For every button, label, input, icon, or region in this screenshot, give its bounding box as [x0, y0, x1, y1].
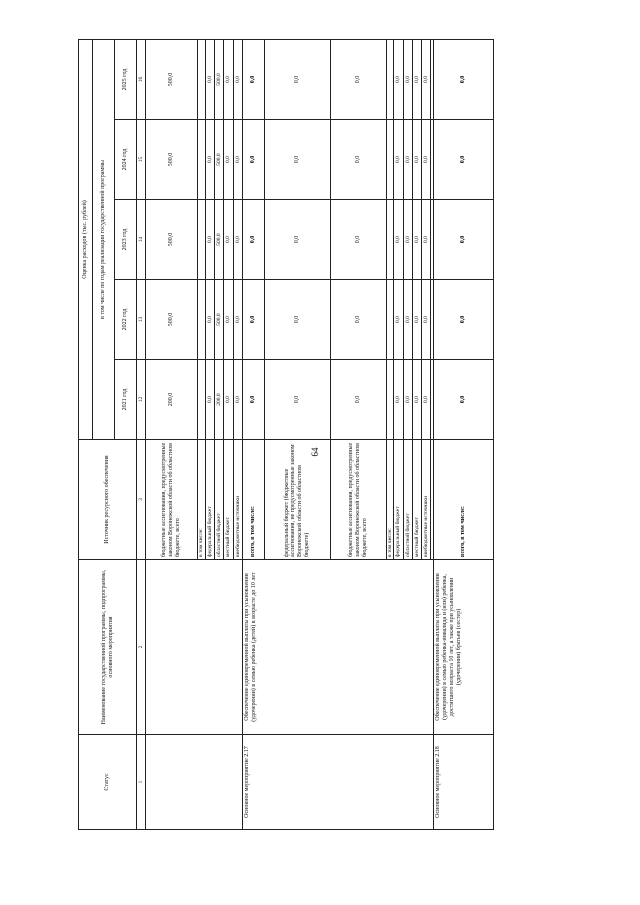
value-cell: 0,0 [205, 120, 214, 200]
value-cell: 0,0 [403, 39, 412, 119]
value-cell: 0,0 [264, 200, 330, 280]
value-cell: 0,0 [242, 120, 264, 200]
col-number: 1 [137, 735, 146, 830]
value-cell: 0,0 [224, 120, 233, 200]
value-cell: 0,0 [224, 200, 233, 280]
value-cell: 0,0 [403, 200, 412, 280]
value-cell: 500,0 [214, 200, 223, 280]
value-cell: 0,0 [412, 120, 421, 200]
value-cell: 0,0 [434, 200, 494, 280]
value-cell: 500,0 [214, 280, 223, 360]
value-cell: 0,0 [330, 200, 386, 280]
value-cell: 500,0 [214, 120, 223, 200]
activity-name-cell: Обеспечение единовременной выплаты при усыновлении (удочерении) в семью ребенка (детей) в возрасте до 10 лет [242, 560, 434, 735]
value-cell: 0,0 [233, 120, 242, 200]
activity-name-cell: Обеспечение единовременной выплаты при усыновлении (удочерении) в семью ребенка-инвалида и (или) ребенка, достигшего возраста 10 лет, а также при усыновлении (удочерении) братьев (сестер) [434, 560, 494, 735]
value-cell: 0,0 [205, 360, 214, 440]
col-number: 2 [137, 560, 146, 735]
col-number: 12 [137, 360, 146, 440]
value-cell: 0,0 [205, 200, 214, 280]
value-cell: 0,0 [264, 360, 330, 440]
value-cell: 0,0 [422, 120, 431, 200]
source-cell: федеральный бюджет [394, 440, 403, 560]
value-cell: 0,0 [412, 280, 421, 360]
source-cell: федеральный бюджет (бюджетные ассигнования, не предусмотренные законом Воронежской области об областном бюджете) [264, 440, 330, 560]
col-number: 13 [137, 280, 146, 360]
value-cell: 0,0 [330, 280, 386, 360]
value-cell: 0,0 [394, 360, 403, 440]
value-cell: 0,0 [242, 39, 264, 119]
source-cell: всего, в том числе: [242, 440, 264, 560]
value-cell: 0,0 [422, 360, 431, 440]
value-cell: 0,0 [403, 280, 412, 360]
value-cell: 0,0 [434, 360, 494, 440]
value-cell: 0,0 [330, 39, 386, 119]
budget-table [78, 39, 494, 830]
value-cell: 0,0 [412, 39, 421, 119]
value-cell: 0,0 [264, 120, 330, 200]
source-cell: областной бюджет [214, 440, 223, 560]
value-cell: 0,0 [242, 360, 264, 440]
source-cell: в том числе: [198, 440, 205, 560]
value-cell: 0,0 [233, 39, 242, 119]
value-cell: 0,0 [394, 280, 403, 360]
value-cell: 0,0 [422, 39, 431, 119]
value-cell: 0,0 [330, 120, 386, 200]
col-number: 14 [137, 200, 146, 280]
header-year: 2022 год [115, 280, 137, 360]
value-cell: 0,0 [233, 200, 242, 280]
name-cell-empty [146, 560, 243, 735]
value-cell: 500,0 [146, 120, 198, 200]
value-cell: 0,0 [403, 120, 412, 200]
value-cell: 500,0 [146, 200, 198, 280]
value-cell: 200,0 [214, 360, 223, 440]
header-by-year: в том числе по годам реализации государственной программы [93, 39, 115, 439]
value-cell: 0,0 [224, 360, 233, 440]
header-year: 2021 год [115, 360, 137, 440]
source-cell: бюджетные ассигнования, предусмотренные законом Воронежской области об областном бюджете, всего [330, 440, 386, 560]
source-cell: внебюджетные источники [422, 440, 431, 560]
value-cell: 0,0 [264, 39, 330, 119]
status-cell: Основное мероприятие 2.18 [434, 735, 494, 830]
value-cell: 0,0 [224, 39, 233, 119]
value-cell: 0,0 [242, 280, 264, 360]
value-cell: 200,0 [146, 360, 198, 440]
value-cell: 0,0 [422, 200, 431, 280]
header-source: Источник ресурсного обеспечения [79, 440, 137, 560]
source-cell: местный бюджет [412, 440, 421, 560]
value-cell: 0,0 [224, 280, 233, 360]
header-year: 2024 год [115, 120, 137, 200]
status-cell-empty [146, 735, 243, 830]
value-cell: 0,0 [434, 280, 494, 360]
value-cell: 0,0 [233, 280, 242, 360]
source-cell: федеральный бюджет [205, 440, 214, 560]
value-cell: 0,0 [264, 280, 330, 360]
value-cell: 0,0 [205, 280, 214, 360]
value-cell: 0,0 [242, 200, 264, 280]
value-cell: 0,0 [412, 360, 421, 440]
source-cell: всего, в том числе: [434, 440, 494, 560]
header-name: Наименование государственной программы, подпрограммы, основного мероприятия [79, 560, 137, 735]
header-year: 2025 год [115, 39, 137, 119]
source-cell: местный бюджет [224, 440, 233, 560]
value-cell: 0,0 [412, 200, 421, 280]
value-cell: 0,0 [394, 200, 403, 280]
value-cell: 0,0 [403, 360, 412, 440]
source-cell: областной бюджет [403, 440, 412, 560]
value-cell: 500,0 [146, 39, 198, 119]
status-cell: Основное мероприятие 2.17 [242, 735, 434, 830]
value-cell: 0,0 [233, 360, 242, 440]
value-cell: 0,0 [205, 39, 214, 119]
value-cell: 0,0 [394, 120, 403, 200]
col-number: 3 [137, 440, 146, 560]
value-cell: 0,0 [330, 360, 386, 440]
col-number: 15 [137, 120, 146, 200]
value-cell: 0,0 [422, 280, 431, 360]
value-cell: 0,0 [434, 39, 494, 119]
source-cell: внебюджетные источники [233, 440, 242, 560]
value-cell: 0,0 [394, 39, 403, 119]
source-cell: бюджетные ассигнования, предусмотренные законом Воронежской области об областном бюджете, всего [146, 440, 198, 560]
source-cell: в том числе: [386, 440, 393, 560]
table-sheet [78, 40, 582, 830]
value-cell: 500,0 [146, 280, 198, 360]
header-status: Статус [79, 735, 137, 830]
header-estimate: Оценка расходов (тыс. рублей) [79, 39, 93, 439]
value-cell: 500,0 [214, 39, 223, 119]
header-year: 2023 год [115, 200, 137, 280]
page-number: 64 [310, 447, 320, 457]
col-number: 16 [137, 39, 146, 119]
value-cell: 0,0 [434, 120, 494, 200]
